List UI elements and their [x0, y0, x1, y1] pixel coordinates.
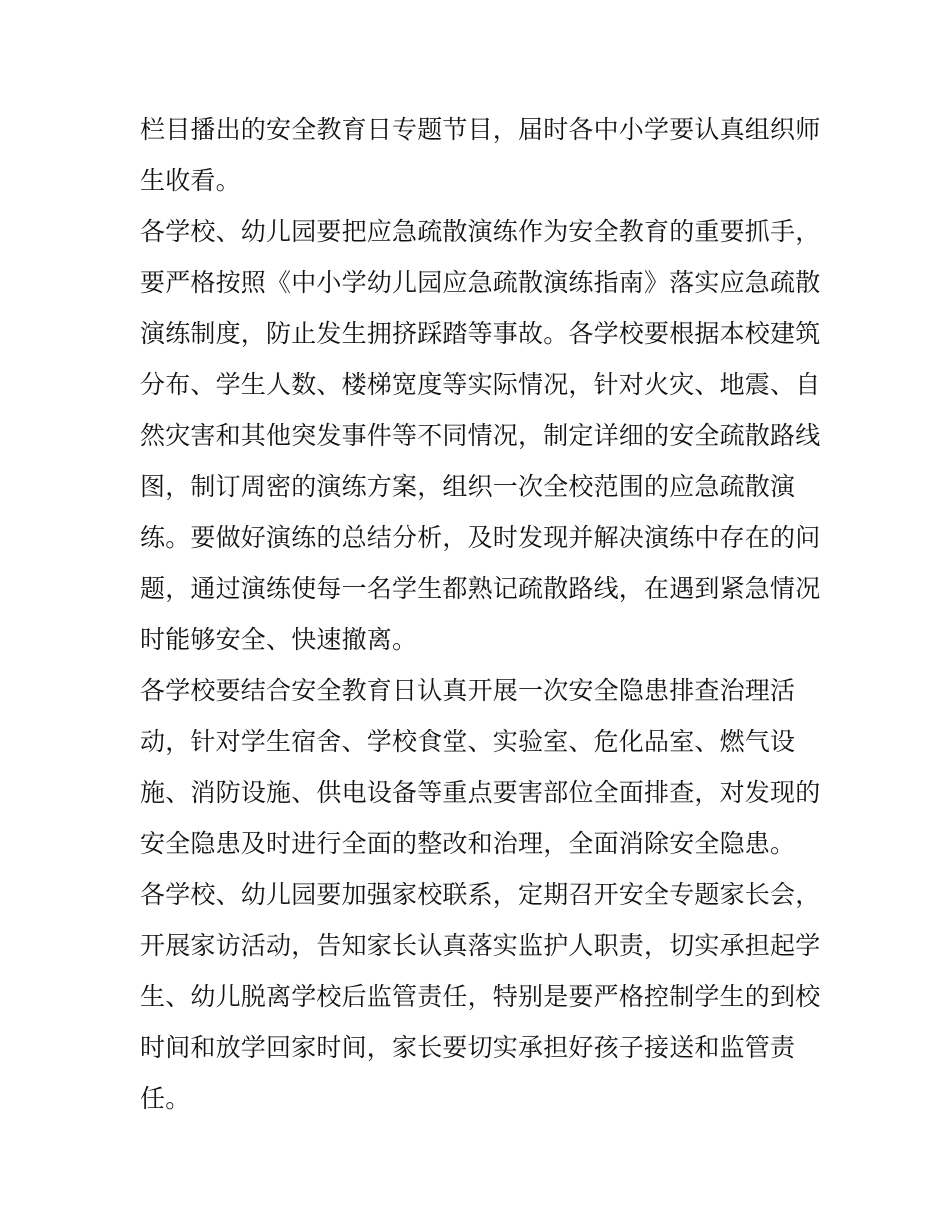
paragraph-line: 动，针对学生宿舍、学校食堂、实验室、危化品室、燃气设: [140, 727, 796, 756]
paragraph-line: 各学校要结合安全教育日认真开展一次安全隐患排查治理活: [140, 676, 796, 705]
paragraph-line: 然灾害和其他突发事件等不同情况，制定详细的安全疏散路线: [140, 421, 821, 450]
document-body: [140, 104, 820, 1124]
paragraph-line: 任。: [140, 1084, 191, 1113]
paragraph-line: 生、幼儿脱离学校后监管责任，特别是要严格控制学生的到校: [140, 982, 821, 1011]
paragraph-line: 题，通过演练使每一名学生都熟记疏散路线，在遇到紧急情况: [140, 574, 821, 603]
paragraph-line: 时间和放学回家时间，家长要切实承担好孩子接送和监管责: [140, 1033, 796, 1062]
paragraph-line: 演练制度，防止发生拥挤踩踏等事故。各学校要根据本校建筑: [140, 319, 821, 348]
paragraph-line: 要严格按照《中小学幼儿园应急疏散演练指南》落实应急疏散: [140, 268, 821, 297]
paragraph-line: 练。要做好演练的总结分析，及时发现并解决演练中存在的问: [140, 523, 821, 552]
paragraph-line: 安全隐患及时进行全面的整改和治理，全面消除安全隐患。: [140, 829, 796, 858]
paragraph-line: 各学校、幼儿园要把应急疏散演练作为安全教育的重要抓手，: [140, 217, 821, 246]
paragraph-line: 施、消防设施、供电设备等重点要害部位全面排查，对发现的: [140, 778, 821, 807]
paragraph-line: 分布、学生人数、楼梯宽度等实际情况，针对火灾、地震、自: [140, 370, 821, 399]
paragraph-line: 栏目播出的安全教育日专题节目，届时各中小学要认真组织师: [140, 115, 821, 144]
paragraph-line: 时能够安全、快速撤离。: [140, 625, 418, 654]
paragraph-line: 开展家访活动，告知家长认真落实监护人职责，切实承担起学: [140, 931, 821, 960]
paragraph-line: 生收看。: [140, 166, 241, 195]
paragraph-line: 图，制订周密的演练方案，组织一次全校范围的应急疏散演: [140, 472, 796, 501]
paragraph-line: 各学校、幼儿园要加强家校联系，定期召开安全专题家长会，: [140, 880, 821, 909]
